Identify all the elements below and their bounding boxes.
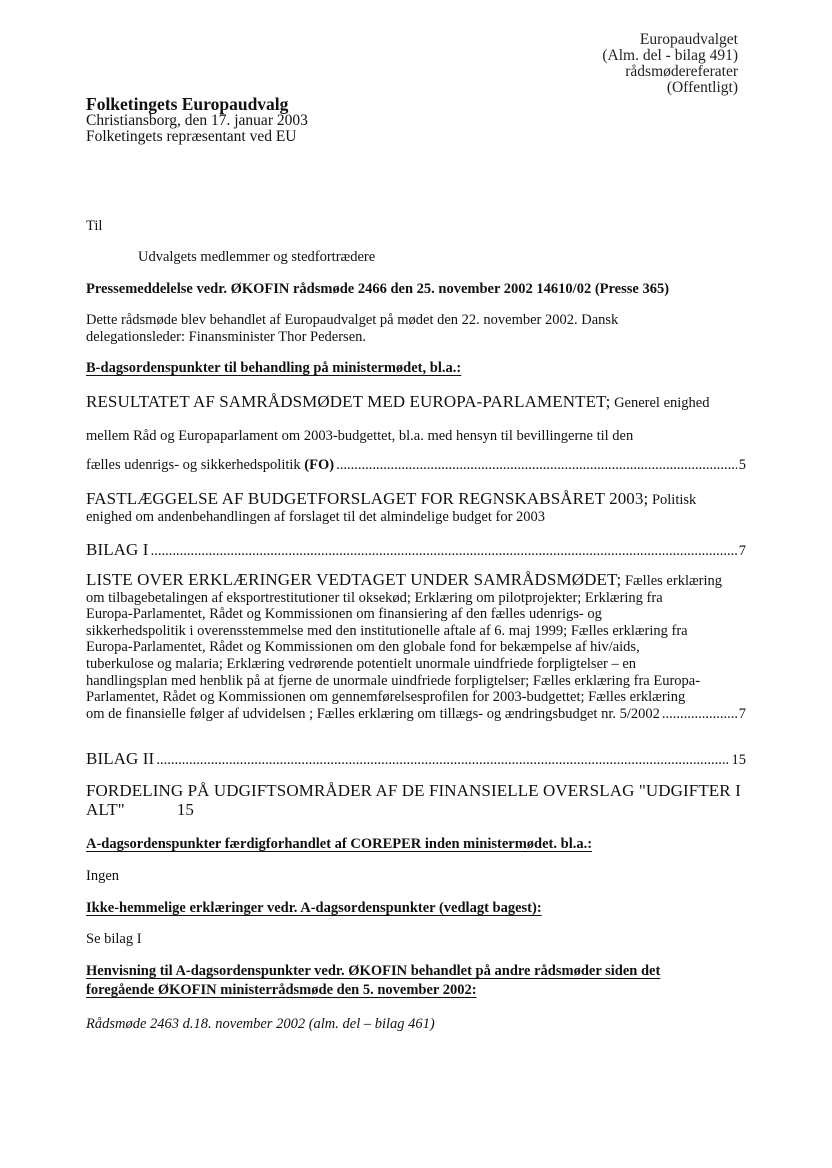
recipients: Udvalgets medlemmer og stedfortrædere [138, 249, 376, 265]
item-text: Fælles erklæring [621, 573, 723, 589]
leader-dots [336, 457, 737, 474]
agenda-item-budget-draft [86, 490, 746, 526]
agenda-item-budget-result [86, 392, 746, 412]
leader-dots [151, 543, 737, 560]
section-d-text: Rådsmøde 2463 d.18. november 2002 (alm. del – bilag 461) [86, 1016, 435, 1032]
reference-type: rådsmødereferater [625, 63, 738, 80]
item-heading: FASTLÆGGELSE AF BUDGETFORSLAGET FOR REGNSKABSÅRET 2003; [86, 489, 649, 508]
item-text-line: fælles udenrigs- og sikkerhedspolitik [86, 457, 305, 473]
item-text-line: handlingsplan med henblik på at fjerne de unormale uindfriede forpligtelser; Fælles erklæring fra Europa- [86, 672, 701, 689]
item-text-line: Parlamentet, Rådet og Kommissionen om gennemførelsesprofilen for 2003-budgettet; Fælles erklæring [86, 689, 686, 706]
page-number: 15 [176, 800, 195, 819]
toc-entry-declarations [86, 706, 746, 723]
reference-committee: Europaudvalget [639, 31, 738, 48]
item-heading: FORDELING PÅ UDGIFTSOMRÅDER AF DE FINANSIELLE OVERSLAG "UDGIFTER I [86, 781, 741, 800]
leader-dots [156, 752, 729, 769]
page-number: 7 [738, 543, 746, 559]
leader-dots [662, 706, 737, 723]
item-text-line: enighed om andenbehandlingen af forslaget til det almindelige budget for 2003 [86, 509, 546, 525]
intro-line: delegationsleder: Finansminister Thor Pedersen. [86, 329, 367, 345]
item-text: Politisk [648, 492, 697, 508]
section-c-text: Se bilag I [86, 931, 142, 947]
page-number: 15 [731, 752, 746, 768]
agenda-item-expenditure [86, 781, 746, 819]
item-text-line: sikkerhedspolitik i overensstemmelse med den institutionelle aftale af 6. maj 1999; Fælles erklæring fra [86, 622, 688, 639]
place-date: Christiansborg, den 17. januar 2003 [86, 112, 308, 129]
item-heading: LISTE OVER ERKLÆRINGER VEDTAGET UNDER SAMRÅDSMØDET; [86, 570, 622, 589]
to-label: Til [86, 218, 103, 234]
page-number: 7 [738, 705, 746, 722]
item-heading: ALT" [86, 800, 125, 819]
item-text-line: mellem Råd og Europaparlament om 2003-budgettet, bl.a. med hensyn til bevillingerne til den [86, 428, 634, 444]
section-a-heading: A-dagsordenspunkter færdigforhandlet af COREPER inden ministermødet. bl.a.: [86, 836, 593, 852]
item-text-line: om tilbagebetalingen af eksportrestitutioner til oksekød; Erklæring om pilotprojekter; Erklæring fra [86, 589, 663, 606]
reference-bilag: (Alm. del - bilag 491) [602, 47, 738, 64]
item-text: Generel enighed [610, 395, 710, 411]
agenda-item-declarations [86, 572, 746, 722]
toc-label: BILAG II [86, 749, 155, 768]
section-c-heading: Ikke-hemmelige erklæringer vedr. A-dagsordenspunkter (vedlagt bagest): [86, 900, 542, 916]
item-abbrev: (FO) [304, 457, 335, 473]
toc-label: BILAG I [86, 540, 149, 559]
section-a-text: Ingen [86, 868, 120, 884]
page-number: 5 [738, 457, 746, 473]
reference-status: (Offentligt) [666, 79, 738, 96]
toc-entry-bilag-1 [86, 540, 746, 560]
item-text-line: Europa-Parlamentet, Rådet og Kommissionen om den globale fond for bekæmpelse af hiv/aids, [86, 639, 640, 656]
sender-block [86, 95, 308, 145]
document-reference [602, 32, 738, 96]
item-text-line: om de finansielle følger af udvidelsen ; Fælles erklæring om tillægs- og ændringsbudget nr. 5/2002 [86, 705, 660, 722]
intro-paragraph [86, 312, 746, 346]
toc-entry-bilag-2 [86, 749, 746, 769]
press-release-title: Pressemeddelelse vedr. ØKOFIN rådsmøde 2466 den 25. november 2002 14610/02 (Presse 365) [86, 281, 670, 297]
intro-line: Dette rådsmøde blev behandlet af Europaudvalget på mødet den 22. november 2002. Dansk [86, 312, 619, 328]
sender-organization: Folketingets Europaudvalg [86, 94, 289, 114]
heading-line: Henvisning til A-dagsordenspunkter vedr. ØKOFIN behandlet på andre rådsmøder siden det [86, 963, 661, 979]
item-text-line: tuberkulose og malaria; Erklæring vedrørende potentielt unormale uindfriede forpligtelser – en [86, 655, 637, 672]
item-heading: RESULTATET AF SAMRÅDSMØDET MED EUROPA-PARLAMENTET; [86, 392, 611, 411]
section-b-heading: B-dagsordenspunkter til behandling på ministermødet, bl.a.: [86, 360, 462, 376]
heading-line: foregående ØKOFIN ministerrådsmøde den 5. november 2002: [86, 982, 477, 998]
item-text-line: Europa-Parlamentet, Rådet og Kommissionen om finansiering af den fælles udenrigs- og [86, 606, 602, 623]
section-d-heading [86, 962, 660, 1000]
toc-entry-fo [86, 457, 746, 474]
representative: Folketingets repræsentant ved EU [86, 128, 297, 145]
